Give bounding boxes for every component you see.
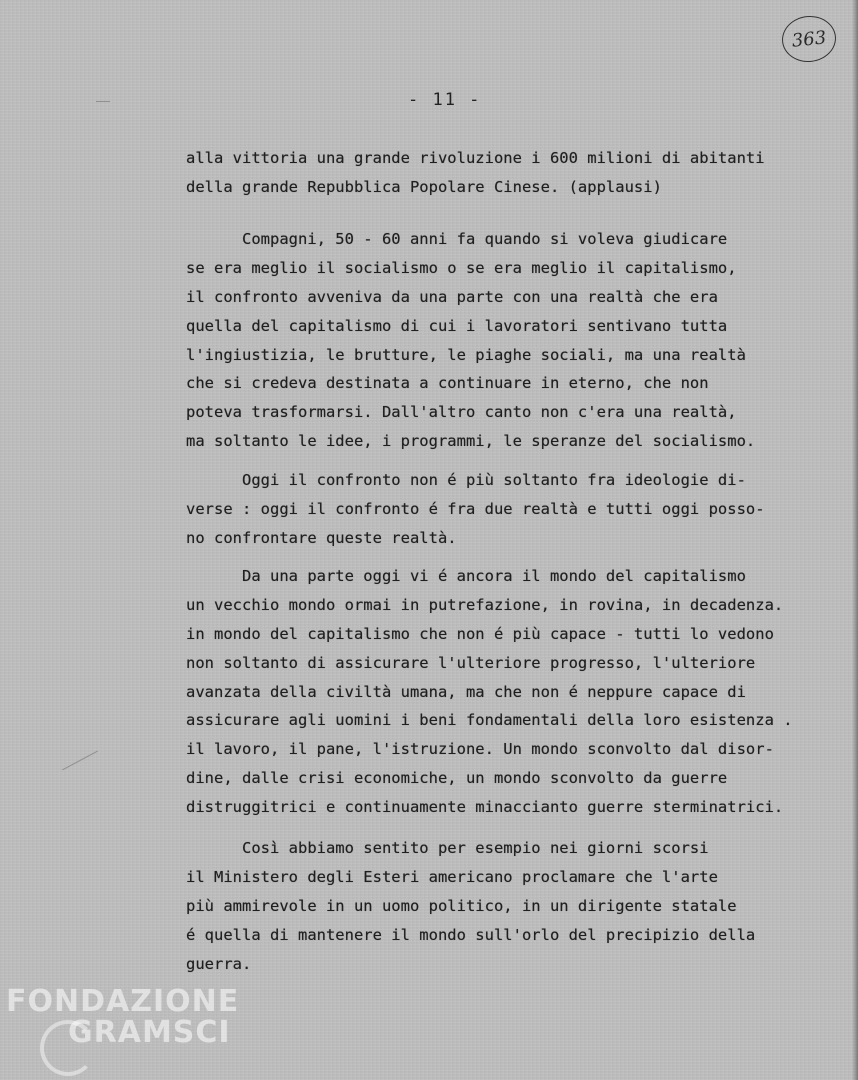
watermark-line-2: GRAMSCI bbox=[68, 1015, 231, 1050]
margin-mark bbox=[62, 751, 98, 771]
paragraph-5 bbox=[186, 834, 755, 978]
text-line: il confronto avveniva da una parte con una realtà che era bbox=[186, 287, 718, 306]
text-line: alla vittoria una grande rivoluzione i 600 milioni di abitanti bbox=[186, 149, 765, 167]
margin-mark bbox=[96, 101, 110, 102]
text-line: no confrontare queste realtà. bbox=[186, 528, 457, 547]
text-line: é quella di mantenere il mondo sull'orlo del precipizio della bbox=[186, 925, 756, 944]
text-line: non soltanto di assicurare l'ulteriore progresso, l'ulteriore bbox=[186, 653, 756, 672]
text-line: avanzata della civiltà umana, ma che non é neppure capace di bbox=[186, 682, 746, 701]
text-line: che si credeva destinata a continuare in eterno, che non bbox=[186, 374, 709, 393]
text-line: ma soltanto le idee, i programmi, le speranze del socialismo. bbox=[186, 432, 756, 451]
text-line: assicurare agli uomini i beni fondamentali della loro esistenza . bbox=[186, 711, 793, 730]
text-line: il Ministero degli Esteri americano proclamare che l'arte bbox=[186, 867, 718, 886]
text-line: più ammirevole in un uomo politico, in un dirigente statale bbox=[186, 896, 737, 915]
text-line: guerra. bbox=[186, 954, 252, 973]
text-line: Così abbiamo sentito per esempio nei giorni scorsi bbox=[186, 839, 709, 857]
text-line: dine, dalle crisi economiche, un mondo sconvolto da guerre bbox=[186, 769, 728, 788]
watermark-logo bbox=[6, 984, 239, 1050]
archive-page-number bbox=[780, 13, 839, 64]
text-line: l'ingiustizia, le brutture, le piaghe sociali, ma una realtà bbox=[186, 345, 746, 364]
page-edge-shadow bbox=[852, 0, 858, 1080]
paragraph-4 bbox=[186, 562, 793, 822]
text-line: il lavoro, il pane, l'istruzione. Un mondo sconvolto dal disor- bbox=[186, 740, 774, 759]
text-line: se era meglio il socialismo o se era meglio il capitalismo, bbox=[186, 258, 737, 277]
text-line: Da una parte oggi vi é ancora il mondo del capitalismo bbox=[186, 567, 746, 585]
archive-number-text: 363 bbox=[790, 26, 828, 52]
text-line: quella del capitalismo di cui i lavoratori sentivano tutta bbox=[186, 316, 728, 335]
text-line: in mondo del capitalismo che non é più capace - tutti lo vedono bbox=[186, 624, 774, 643]
watermark-line-1: FONDAZIONE bbox=[6, 984, 240, 1019]
text-line: poteva trasformarsi. Dall'altro canto non c'era una realtà, bbox=[186, 403, 737, 422]
text-line: Compagni, 50 - 60 anni fa quando si voleva giudicare bbox=[186, 230, 728, 248]
text-line: un vecchio mondo ormai in putrefazione, in rovina, in decadenza. bbox=[186, 595, 784, 614]
text-line: Oggi il confronto non é più soltanto fra ideologie di- bbox=[186, 471, 746, 489]
paragraph-3 bbox=[186, 466, 765, 553]
text-line: distruggitrici e continuamente minaccianto guerre sterminatrici. bbox=[186, 798, 784, 817]
paragraph-2 bbox=[186, 225, 755, 456]
paragraph-1 bbox=[186, 144, 765, 202]
text-line: della grande Repubblica Popolare Cinese. (applausi) bbox=[186, 177, 662, 196]
page-number: - 11 - bbox=[408, 90, 482, 110]
text-line: verse : oggi il confronto é fra due realtà e tutti oggi posso- bbox=[186, 499, 765, 518]
